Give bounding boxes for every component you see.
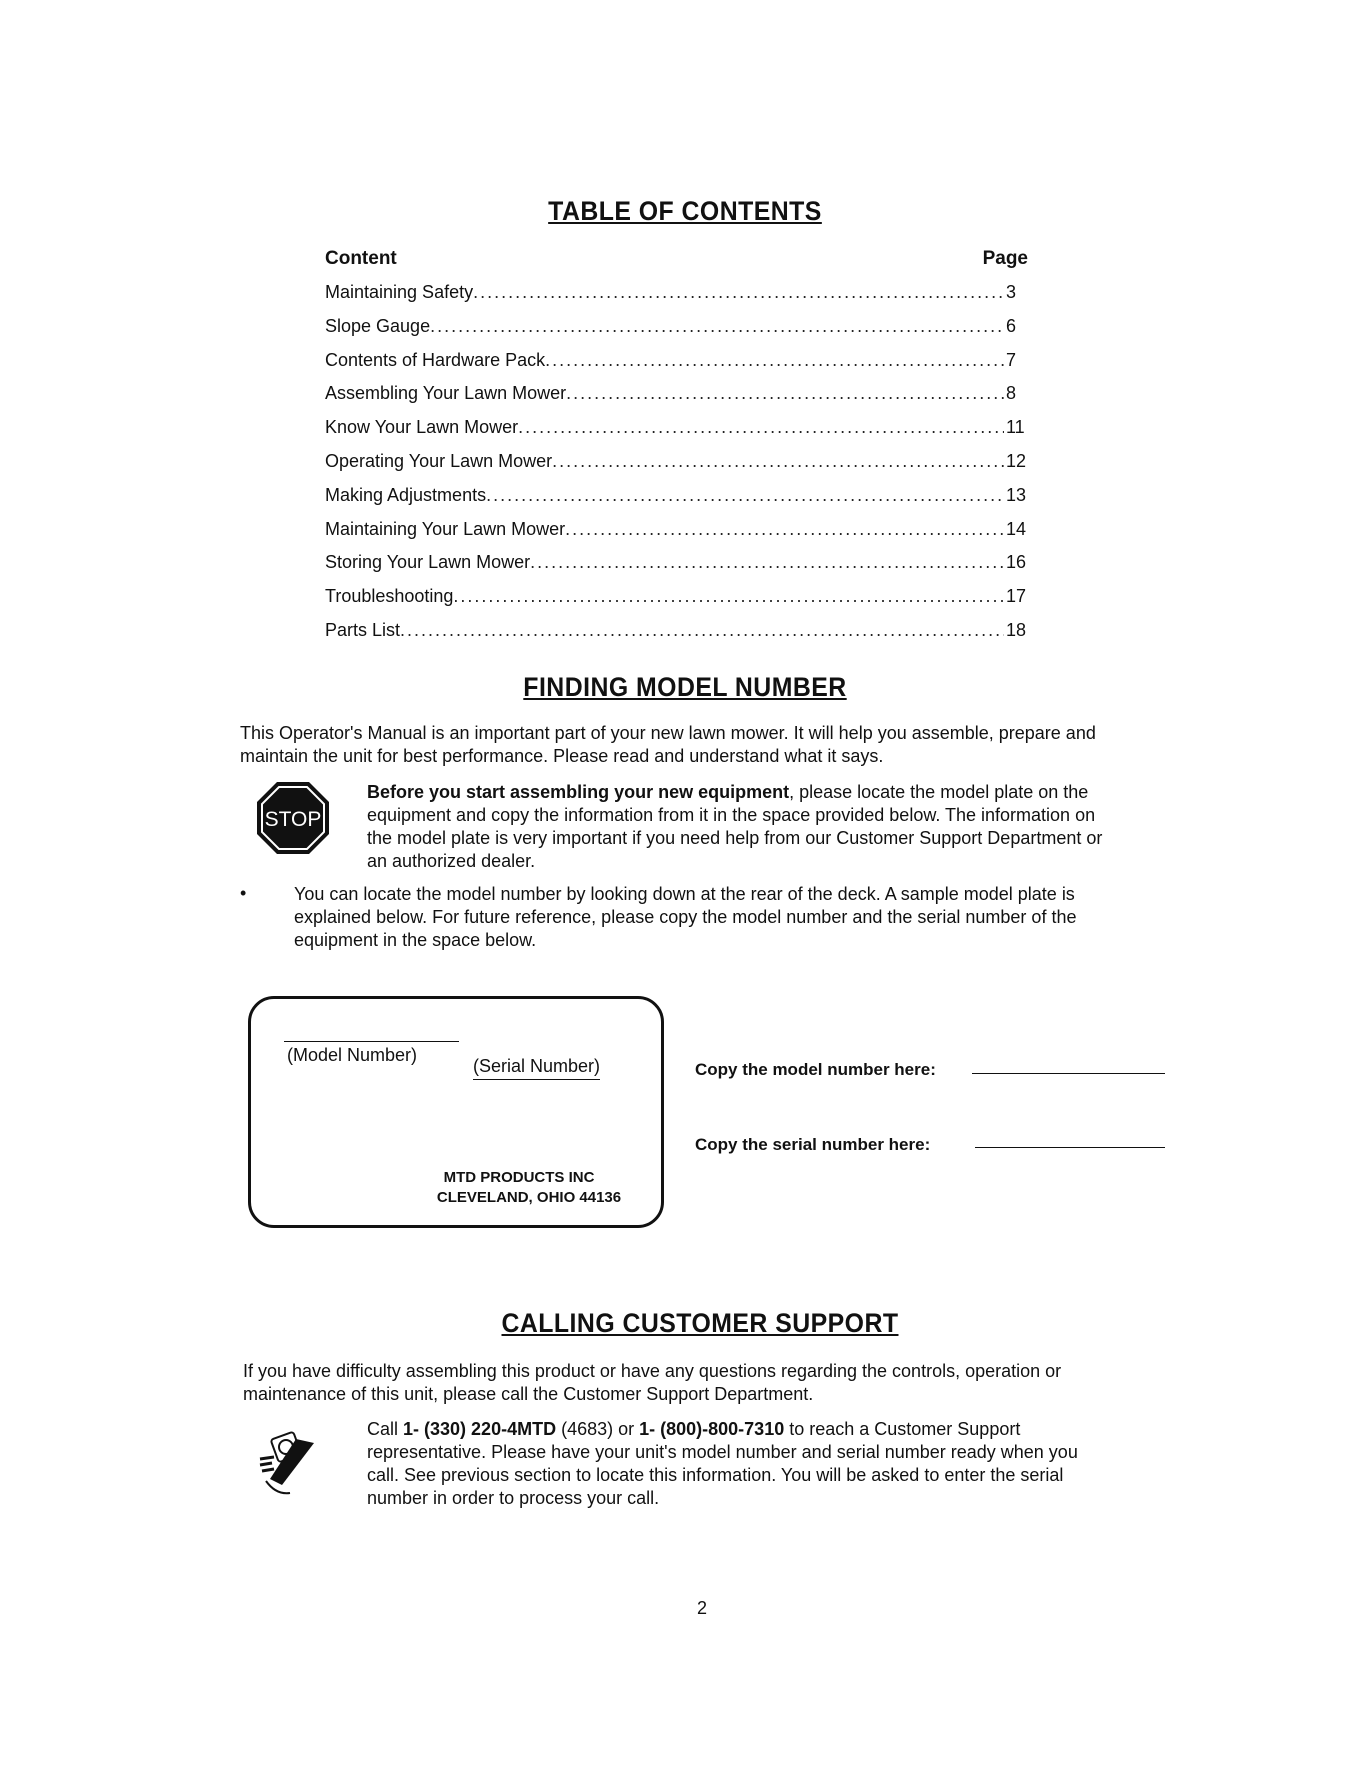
toc-entry-page: 13 (1006, 484, 1027, 505)
toc-entry-label: Maintaining Your Lawn Mower (325, 518, 566, 539)
toc-entry-label: Parts List (325, 619, 401, 640)
toc-header (325, 248, 1028, 270)
support-call-line: representative. Please have your unit's model number and serial number ready when you (367, 1442, 1078, 1462)
toc-entry-page: 6 (1006, 315, 1017, 336)
model-number-line (284, 1041, 459, 1042)
stop-notice (367, 781, 1187, 873)
stop-notice-text: , please locate the model plate on the (789, 782, 1089, 802)
plate-address: CLEVELAND, OHIO 44136 (436, 1189, 622, 1206)
toc-entry-label: Maintaining Safety (325, 282, 474, 302)
toc-entry-label: Know Your Lawn Mower (325, 417, 519, 438)
toc-entry (325, 377, 1028, 411)
support-call-line: number in order to process your call. (367, 1488, 660, 1508)
toc-entry-page: 14 (1006, 518, 1027, 539)
toc-leader-dots (453, 580, 1004, 614)
toc-entry-page: 18 (1006, 619, 1027, 640)
toc-entry (325, 614, 1028, 648)
toc-col-page: Page (982, 248, 1028, 269)
phone-number-1: 1- (330) 220-4MTD (403, 1419, 557, 1439)
customer-support-title: CALLING CUSTOMER SUPPORT (501, 1308, 899, 1338)
support-call-info (367, 1418, 1267, 1510)
table-of-contents (325, 248, 1028, 648)
toc-entry-page: 8 (1006, 383, 1017, 404)
toc-entry-label: Contents of Hardware Pack (325, 349, 546, 370)
toc-entry (325, 411, 1028, 445)
bullet-marker: • (240, 883, 247, 903)
toc-entry (325, 580, 1028, 614)
bullet-line: equipment in the space below. (294, 930, 537, 950)
toc-leader-dots (473, 276, 1004, 310)
toc-entry (325, 276, 1028, 310)
stop-notice-bold: Before you start assembling your new equipment (367, 782, 790, 802)
toc-entry-label: Operating Your Lawn Mower (325, 450, 553, 471)
support-call-line: call. See previous section to locate this information. You will be asked to enter the serial (367, 1465, 1064, 1485)
phone-1-suffix: (4683) or (556, 1419, 640, 1439)
finding-intro-line: This Operator's Manual is an important part of your new lawn mower. It will help you assemble, prepare and (240, 723, 1096, 743)
toc-entry (325, 445, 1028, 479)
toc-leader-dots (530, 546, 1004, 580)
call-rest: to reach a Customer Support (784, 1419, 1021, 1439)
serial-number-field[interactable] (975, 1147, 1165, 1148)
copy-serial-label: Copy the serial number here: (695, 1135, 931, 1154)
serial-number-label: (Serial Number) (473, 1056, 600, 1080)
toc-leader-dots (566, 377, 1004, 411)
toc-entry (325, 513, 1028, 547)
toc-entry-page: 12 (1006, 450, 1027, 471)
toc-entry-page: 16 (1006, 552, 1027, 573)
toc-entry-page: 17 (1006, 586, 1027, 607)
toc-title: TABLE OF CONTENTS (548, 196, 822, 226)
toc-entry-label: Assembling Your Lawn Mower (325, 383, 567, 404)
call-prefix: Call (367, 1419, 404, 1439)
stop-notice-line: an authorized dealer. (367, 851, 536, 871)
stop-sign-icon (255, 780, 331, 861)
support-intro-line: If you have difficulty assembling this product or have any questions regarding the controls, operation or (243, 1361, 1062, 1381)
toc-leader-dots (565, 513, 1004, 547)
toc-leader-dots (545, 344, 1004, 378)
toc-leader-dots (430, 310, 1004, 344)
finding-intro (240, 722, 1280, 768)
bullet-line: You can locate the model number by looking down at the rear of the deck. A sample model plate is (294, 884, 1075, 904)
toc-leader-dots (518, 411, 1004, 445)
stop-sign-label: STOP (264, 808, 322, 831)
model-number-label: (Model Number) (287, 1045, 418, 1065)
support-intro (243, 1360, 1243, 1406)
toc-entry (325, 479, 1028, 513)
toc-leader-dots (400, 614, 1004, 648)
model-number-field[interactable] (972, 1073, 1165, 1074)
toc-entry (325, 546, 1028, 580)
sample-model-plate (248, 996, 664, 1228)
toc-entry-page: 3 (1006, 282, 1017, 302)
stop-notice-line: equipment and copy the information from it in the space provided below. The information on (367, 805, 1096, 825)
toc-entry-label: Troubleshooting (325, 586, 454, 607)
bullet-paragraph (294, 883, 1274, 952)
phone-number-2: 1- (800)-800-7310 (639, 1419, 785, 1439)
support-intro-line: maintenance of this unit, please call the Customer Support Department. (243, 1384, 814, 1404)
finding-model-title: FINDING MODEL NUMBER (523, 672, 847, 702)
toc-entry-page: 7 (1006, 349, 1017, 370)
toc-entry (325, 310, 1028, 344)
toc-leader-dots (552, 445, 1004, 479)
toc-entry (325, 344, 1028, 378)
page-number: 2 (696, 1598, 707, 1618)
plate-company: MTD PRODUCTS INC (443, 1169, 595, 1186)
toc-entry-label: Making Adjustments (325, 484, 487, 505)
phone-icon (256, 1417, 326, 1502)
copy-model-label: Copy the model number here: (695, 1060, 936, 1079)
toc-entry-label: Storing Your Lawn Mower (325, 552, 531, 573)
toc-entry-page: 11 (1006, 417, 1025, 438)
toc-leader-dots (486, 479, 1004, 513)
toc-entry-label: Slope Gauge (325, 315, 431, 336)
finding-intro-line: maintain the unit for best performance. Please read and understand what it says. (240, 746, 884, 766)
bullet-line: explained below. For future reference, please copy the model number and the serial number of the (294, 907, 1077, 927)
stop-notice-line: the model plate is very important if you need help from our Customer Support Department or (367, 828, 1103, 848)
toc-col-content: Content (325, 248, 397, 269)
